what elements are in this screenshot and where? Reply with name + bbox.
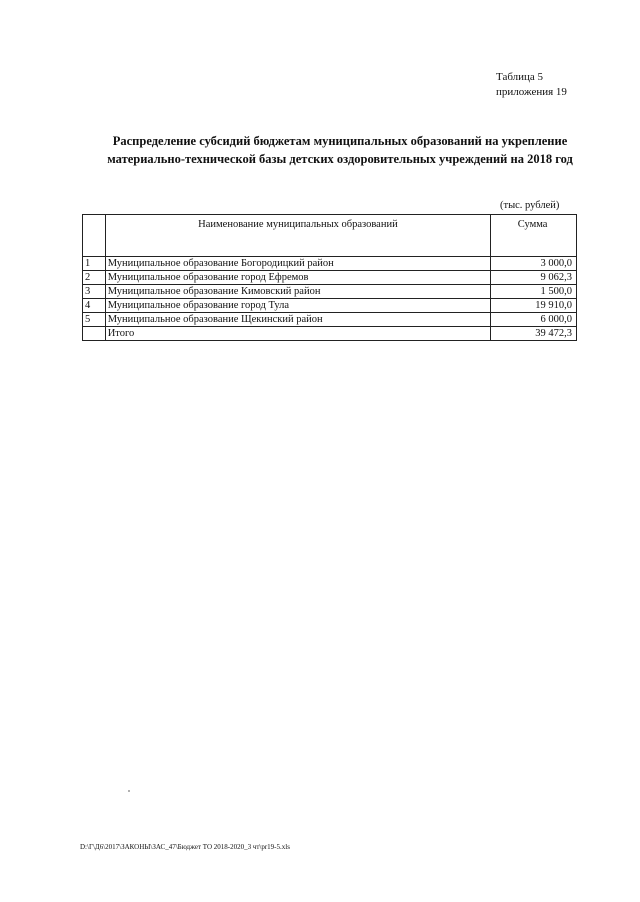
row-sum: 1 500,0: [491, 285, 577, 299]
file-path-footer: D:\Г\Д6\2017\ЗАКОНЫ\ЗАС_47\Бюджет ТО 2018-2020_3 чт\pr19-5.xls: [80, 843, 290, 851]
header-name: Наименование муниципальных образований: [105, 215, 490, 257]
total-row: [83, 327, 577, 341]
row-num: 1: [83, 257, 106, 271]
row-name: Муниципальное образование Богородицкий район: [105, 257, 490, 271]
table-label: Таблица 5: [496, 71, 544, 83]
row-name: Муниципальное образование Кимовский район: [105, 285, 490, 299]
table-row: [83, 285, 577, 299]
row-name: Муниципальное образование город Тула: [105, 299, 490, 313]
title-line-1: Распределение субсидий бюджетам муниципальных образований на укрепление: [112, 134, 568, 148]
scan-speck: [128, 790, 130, 792]
row-sum: 6 000,0: [491, 313, 577, 327]
row-num: 2: [83, 271, 106, 285]
row-num: 4: [83, 299, 106, 313]
row-num: 3: [83, 285, 106, 299]
table-row: [83, 271, 577, 285]
subsidy-table: [82, 214, 577, 341]
table-row: [83, 299, 577, 313]
units-label: (тыс. рублей): [500, 200, 560, 211]
total-label: Итого: [105, 327, 490, 341]
table-row: [83, 257, 577, 271]
row-name: Муниципальное образование Щекинский район: [105, 313, 490, 327]
total-num: [83, 327, 106, 341]
table-header-row: [83, 215, 577, 257]
row-sum: 9 062,3: [491, 271, 577, 285]
header-num: [83, 215, 106, 257]
table-reference: [496, 70, 567, 100]
row-sum: 19 910,0: [491, 299, 577, 313]
row-sum: 3 000,0: [491, 257, 577, 271]
total-sum: 39 472,3: [491, 327, 577, 341]
header-sum: Сумма: [491, 215, 577, 257]
title-line-2: материально-технической базы детских оздоровительных учреждений на 2018 год: [107, 152, 573, 166]
document-title: [60, 132, 620, 168]
appendix-label: приложения 19: [496, 86, 567, 98]
row-num: 5: [83, 313, 106, 327]
table-row: [83, 313, 577, 327]
row-name: Муниципальное образование город Ефремов: [105, 271, 490, 285]
